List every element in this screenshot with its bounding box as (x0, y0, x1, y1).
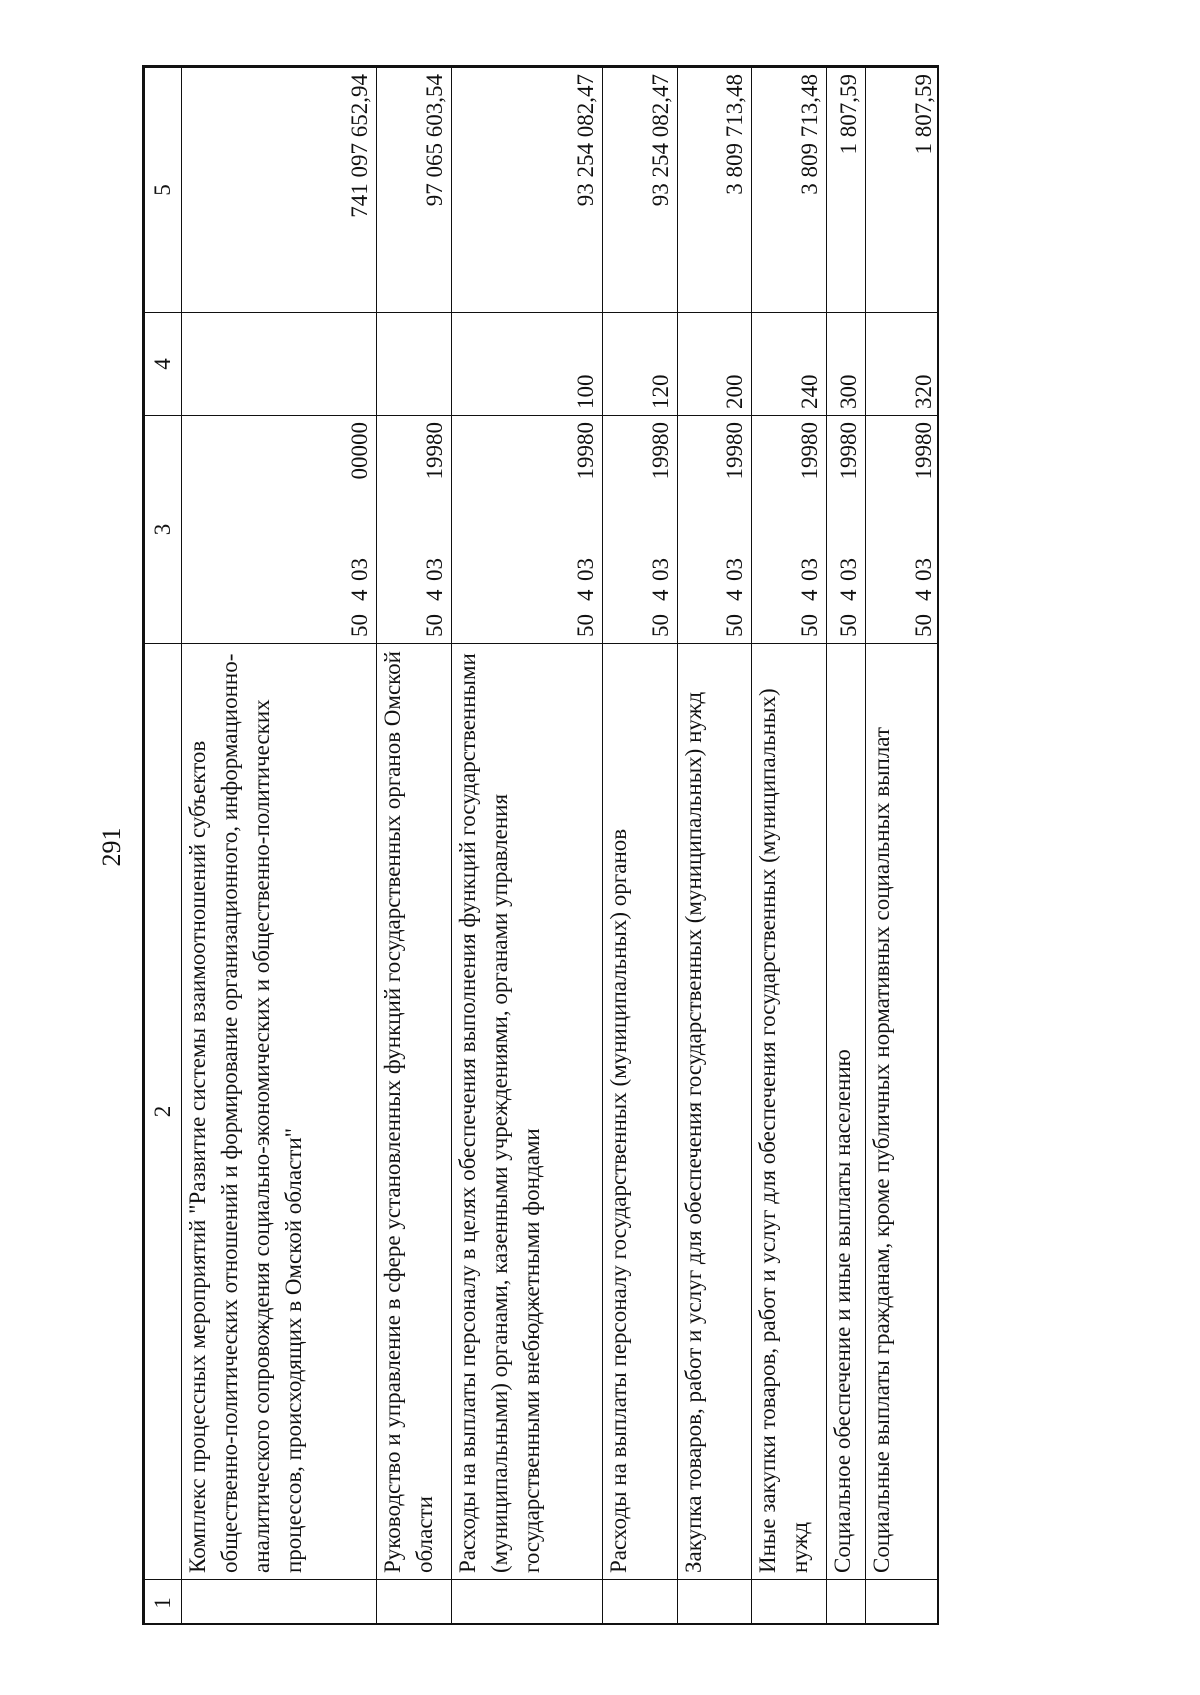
table-row (866, 68, 940, 1626)
code-part-3: 03 (911, 558, 936, 581)
row-number (182, 1580, 376, 1626)
header-col-1: 1 (145, 1580, 182, 1626)
code-part-1: 50 (572, 614, 598, 637)
row-code (827, 416, 866, 644)
row-kind: 100 (451, 313, 602, 416)
row-kind: 120 (602, 313, 677, 416)
budget-table (144, 67, 939, 1625)
code-part-1: 50 (911, 614, 936, 637)
table-row (376, 68, 451, 1626)
code-part-1: 50 (421, 614, 447, 637)
row-number (376, 1580, 451, 1626)
code-part-2: 4 (421, 589, 447, 601)
row-code (451, 416, 602, 644)
code-part-2: 4 (647, 589, 673, 601)
row-number (827, 1580, 866, 1626)
code-part-4: 19980 (722, 422, 748, 480)
row-code (677, 416, 752, 644)
code-part-1: 50 (797, 614, 823, 637)
code-part-2: 4 (346, 589, 372, 601)
row-amount: 1 807,59 (827, 68, 866, 313)
row-number (866, 1580, 940, 1626)
row-code (602, 416, 677, 644)
row-kind (182, 313, 376, 416)
code-part-3: 03 (647, 558, 673, 581)
row-amount: 3 809 713,48 (752, 68, 827, 313)
code-part-4: 19980 (421, 422, 447, 480)
code-part-4: 19980 (797, 422, 823, 480)
row-name: Расходы на выплаты персоналу в целях обеспечения выполнения функций государственными (муниципальными) органами, казенными учреждениями, органами управления государственными внебюджетными фондами (451, 644, 602, 1580)
code-part-1: 50 (346, 614, 372, 637)
row-amount: 93 254 082,47 (602, 68, 677, 313)
table-row (451, 68, 602, 1626)
row-code (182, 416, 376, 644)
table-row (752, 68, 827, 1626)
code-part-2: 4 (911, 589, 936, 601)
row-amount: 3 809 713,48 (677, 68, 752, 313)
code-part-2: 4 (722, 589, 748, 601)
row-kind: 300 (827, 313, 866, 416)
row-number (451, 1580, 602, 1626)
row-kind: 320 (866, 313, 940, 416)
row-amount: 97 065 603,54 (376, 68, 451, 313)
code-part-2: 4 (836, 589, 861, 601)
table-row (677, 68, 752, 1626)
code-part-3: 03 (836, 558, 861, 581)
code-part-1: 50 (722, 614, 748, 637)
row-name: Закупка товаров, работ и услуг для обеспечения государственных (муниципальных) нужд (677, 644, 752, 1580)
rotated-table-wrapper (144, 67, 939, 1625)
row-kind (376, 313, 451, 416)
row-amount: 741 097 652,94 (182, 68, 376, 313)
code-part-4: 19980 (572, 422, 598, 480)
row-kind: 240 (752, 313, 827, 416)
row-name: Социальные выплаты гражданам, кроме публичных нормативных социальных выплат (866, 644, 940, 1580)
code-part-3: 03 (421, 558, 447, 581)
code-part-1: 50 (836, 614, 861, 637)
row-code (376, 416, 451, 644)
row-name: Социальное обеспечение и иные выплаты населению (827, 644, 866, 1580)
row-name: Руководство и управление в сфере установленных функций государственных органов Омской области (376, 644, 451, 1580)
code-part-3: 03 (722, 558, 748, 581)
row-code (866, 416, 940, 644)
row-amount: 93 254 082,47 (451, 68, 602, 313)
code-part-4: 19980 (836, 422, 861, 480)
row-number (602, 1580, 677, 1626)
budget-table-frame (142, 65, 939, 1625)
code-part-3: 03 (572, 558, 598, 581)
header-row (145, 68, 182, 1626)
header-col-3: 3 (145, 416, 182, 644)
table-row (827, 68, 866, 1626)
header-col-2: 2 (145, 644, 182, 1580)
row-kind: 200 (677, 313, 752, 416)
row-name: Комплекс процессных мероприятий "Развитие системы взаимоотношений субъектов общественно-политических отношений и формирование организационного, информационно-аналитического сопровождения социально-экономических и общественно-политических процессов, происходящих в Омской области" (182, 644, 376, 1580)
row-number (752, 1580, 827, 1626)
code-part-4: 19980 (647, 422, 673, 480)
row-name: Иные закупки товаров, работ и услуг для обеспечения государственных (муниципальных) нужд (752, 644, 827, 1580)
row-number (677, 1580, 752, 1626)
code-part-2: 4 (797, 589, 823, 601)
code-part-4: 00000 (346, 422, 372, 480)
table-row (182, 68, 376, 1626)
row-code (752, 416, 827, 644)
code-part-3: 03 (797, 558, 823, 581)
code-part-3: 03 (346, 558, 372, 581)
header-col-4: 4 (145, 313, 182, 416)
row-name: Расходы на выплаты персоналу государственных (муниципальных) органов (602, 644, 677, 1580)
row-amount: 1 807,59 (866, 68, 940, 313)
header-col-5: 5 (145, 68, 182, 313)
table-row (602, 68, 677, 1626)
code-part-2: 4 (572, 589, 598, 601)
code-part-4: 19980 (911, 422, 936, 480)
code-part-1: 50 (647, 614, 673, 637)
page-number: 291 (97, 827, 126, 867)
